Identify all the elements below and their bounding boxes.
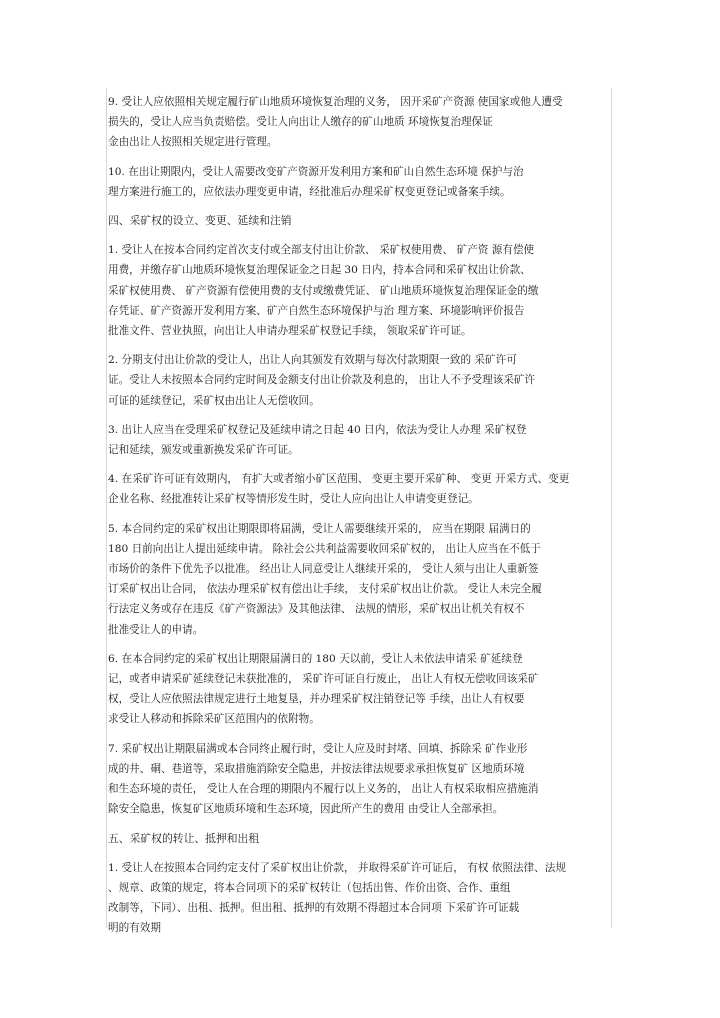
text-line: 批准文件、营业执照，向出让人申请办理采矿权登记手续， 领取采矿许可证。 <box>108 325 472 338</box>
clause-paragraph <box>108 350 610 411</box>
text-line: 用费，并缴存矿山地质环境恢复治理保证金之日起 30 日内，持本合同和采矿权出让价款、 <box>108 264 531 277</box>
text-line: 权，受让人应依照法律规定进行土地复垦，并办理采矿权注销登记等 手续，出让人有权要 <box>108 693 525 706</box>
text-line: 和生态环境的责任， 受让人在合理的期限内不履行以上义务的， 出让人有权采取相应措施消 <box>108 783 539 796</box>
clause-paragraph <box>108 519 610 640</box>
text-line: 订采矿权出让合同， 依法办理采矿权有偿出让手续， 支付采矿权出让价款。 受让人未完全履 <box>108 583 542 596</box>
text-line: 1. 受让人在按照本合同约定支付了采矿权出让价款， 并取得采矿许可证后， 有权 依照法律、法规 <box>108 861 566 874</box>
clause-paragraph <box>108 469 610 509</box>
text-line: 6. 在本合同约定的采矿权出让期限届满日的 180 天以前，受让人未依法申请采 矿延续登 <box>108 652 523 665</box>
text-line: 2. 分期支付出让价款的受让人，出让人向其颁发有效期与每次付款期限一致的 采矿许可 <box>108 354 517 367</box>
text-line: 求受让人移动和拆除采矿区范围内的依附物。 <box>108 713 320 726</box>
text-line: 记，或者申请采矿延续登记未获批准的， 采矿许可证自行废止， 出让人有权无偿收回该采矿 <box>108 673 539 686</box>
text-line: 采矿权使用费、 矿产资源有偿使用费的支付或缴费凭证、 矿山地质环境恢复治理保证金的缴 <box>108 284 539 297</box>
text-line: 损失的，受让人应当负责赔偿。受让人向出让人缴存的矿山地质 环境恢复治理保证 <box>108 116 493 129</box>
document-body <box>108 92 610 948</box>
clause-paragraph <box>108 92 610 153</box>
text-line: 明的有效期 <box>108 922 161 935</box>
clause-paragraph <box>108 162 610 202</box>
clause-paragraph <box>108 649 610 730</box>
text-line: 行法定义务或存在违反《矿产资源法》及其他法律、 法规的情形，采矿权出让机关有权不 <box>108 603 525 616</box>
text-line: 四、采矿权的设立、变更、延续和注销 <box>108 214 292 228</box>
text-line: 180 日前向出让人提出延续申请。 除社会公共利益需要收回采矿权的， 出让人应当在不低于 <box>108 542 541 555</box>
clause-paragraph <box>108 739 610 820</box>
text-line: 、规章、政策的规定，将本合同项下的采矿权转让（包括出售、作价出资、合作、重组 <box>108 881 511 894</box>
text-line: 4. 在采矿许可证有效期内， 有扩大或者缩小矿区范围、 变更主要开采矿种、 变更 开采方式、变更 <box>108 473 570 486</box>
text-line: 改制等，下同）、出租、抵押。但出租、抵押的有效期不得超过本合同项 下采矿许可证载 <box>108 902 520 915</box>
text-line: 1. 受让人在按本合同约定首次支付或全部支付出让价款、 采矿权使用费、 矿产资 源有偿使 <box>108 244 535 257</box>
text-line: 7. 采矿权出让期限届满或本合同终止履行时，受让人应及时封堵、回填、拆除采 矿作业形 <box>108 742 528 755</box>
text-line: 5. 本合同约定的采矿权出让期限即将届满，受让人需要继续开采的， 应当在期限 届满日的 <box>108 522 531 535</box>
text-line: 市场价的条件下优先予以批准。 经出让人同意受让人继续开采的， 受让人须与出让人重新签 <box>108 563 539 576</box>
text-line: 金由出让人按照相关规定进行管理。 <box>108 136 278 149</box>
right-margin-rule <box>611 88 612 928</box>
section-heading <box>108 211 610 231</box>
text-line: 10. 在出让期限内，受让人需要改变矿产资源开发利用方案和矿山自然生态环境 保护与治 <box>108 165 524 178</box>
text-line: 批准受让人的申请。 <box>108 623 204 636</box>
text-line: 可证的延续登记，采矿权由出让人无偿收回。 <box>108 394 320 407</box>
clause-paragraph <box>108 240 610 341</box>
section-heading <box>108 829 610 849</box>
left-margin-rule <box>106 88 107 928</box>
text-line: 企业名称、经批准转让采矿权等情形发生时，受让人应向出让人申请变更登记。 <box>108 493 479 506</box>
clause-paragraph <box>108 858 610 939</box>
clause-paragraph <box>108 420 610 460</box>
text-line: 成的井、硐、巷道等，采取措施消除安全隐患，并按法律法规要求承担恢复矿 区地质环境 <box>108 762 525 775</box>
text-line: 五、采矿权的转让、抵押和出租 <box>108 831 260 845</box>
text-line: 理方案进行施工的，应依法办理变更申请，经批准后办理采矿权变更登记或备案手续。 <box>108 185 511 198</box>
text-line: 记和延续，颁发或重新换发采矿许可证。 <box>108 444 299 457</box>
text-line: 除安全隐患，恢复矿区地质环境和生态环境，因此所产生的费用 由受让人全部承担。 <box>108 803 504 816</box>
text-line: 3. 出让人应当在受理采矿权登记及延续申请之日起 40 日内，依法为受让人办理 采矿权登 <box>108 423 527 436</box>
text-line: 9. 受让人应依照相关规定履行矿山地质环境恢复治理的义务， 因开采矿产资源 使国家或他人遭受 <box>108 96 563 108</box>
text-line: 证。受让人未按照本合同约定时间及金额支付出让价款及利息的， 出让人不予受理该采矿许 <box>108 374 536 387</box>
text-line: 存凭证、矿产资源开发利用方案、矿产自然生态环境保护与治 理方案、环境影响评价报告 <box>108 304 525 317</box>
